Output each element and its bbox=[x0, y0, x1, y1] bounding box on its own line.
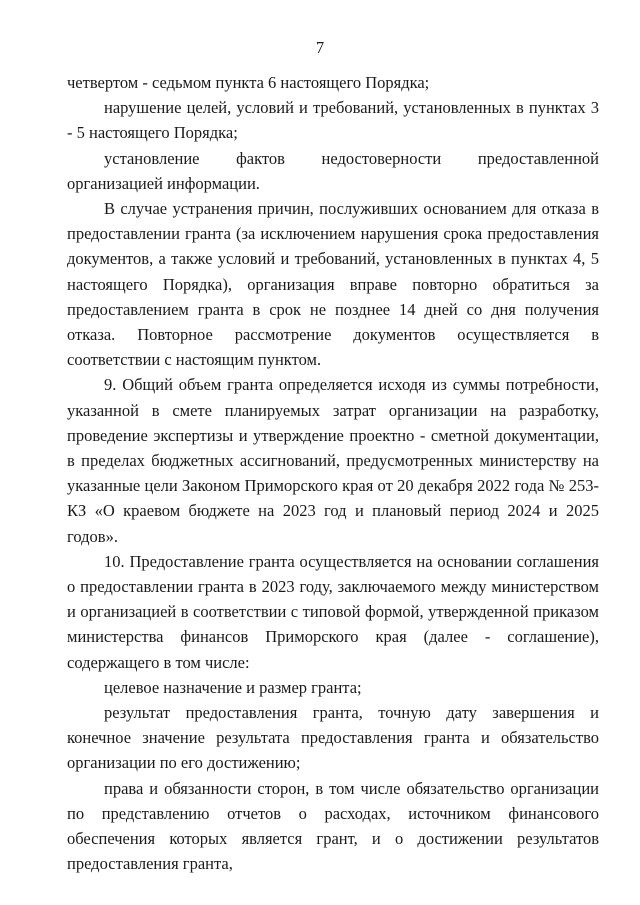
paragraph-continuation: четвертом - седьмом пункта 6 настоящего Порядка; bbox=[67, 73, 430, 92]
paragraph-rights: права и обязанности сторон, в том числе обязательство организации по представлению отчетов о расходах, источником финансового обеспечения которых является грант, и о достижении результатов предоставления гранта, bbox=[67, 778, 599, 874]
paragraph-result: результат предоставления гранта, точную дату завершения и конечное значение результата предоставления гранта и обязательство организации по его достижению; bbox=[67, 703, 599, 773]
paragraph-purpose: целевое назначение и размер гранта; bbox=[104, 677, 362, 697]
paragraph-resubmission: В случае устранения причин, послуживших основанием для отказа в предоставлении гранта (за исключением нарушения срока предоставления документов, а также условий и требований, установленных в пунктах 4, 5 настоящего Порядка), организация вправе повторно обратиться за предоставлением гранта в срок не позднее 14 дней со дня получения отказа. Повторное рассмотрение документов осуществляется в соответствии с настоящим пунктом. bbox=[67, 199, 599, 370]
paragraph-violation: нарушение целей, условий и требований, установленных в пунктах 3 - 5 настоящего Порядка; bbox=[67, 98, 599, 143]
paragraph-item-10: 10. Предоставление гранта осуществляется на основании соглашения о предоставлении гранта в 2023 году, заключаемого между министерством и организацией в соответствии с типовой формой, утвержденной приказом министерства финансов Приморского края (далее - соглашение), содержащего в том числе: bbox=[67, 551, 599, 672]
page-number: 7 bbox=[315, 38, 325, 57]
paragraph-item-9: 9. Общий объем гранта определяется исходя из суммы потребности, указанной в смете планируемых затрат организации на разработку, проведение экспертизы и утверждение проектно - сметной документации, в пределах бюджетных ассигнований, предусмотренных министерству на указанные цели Законом Приморского края от 20 декабря 2022 года № 253-КЗ «О краевом бюджете на 2023 год и плановый период 2024 и 2025 годов». bbox=[67, 375, 599, 546]
paragraph-false-info: установление фактов недостоверности предоставленной организацией информации. bbox=[67, 148, 599, 193]
document-body bbox=[67, 70, 599, 877]
